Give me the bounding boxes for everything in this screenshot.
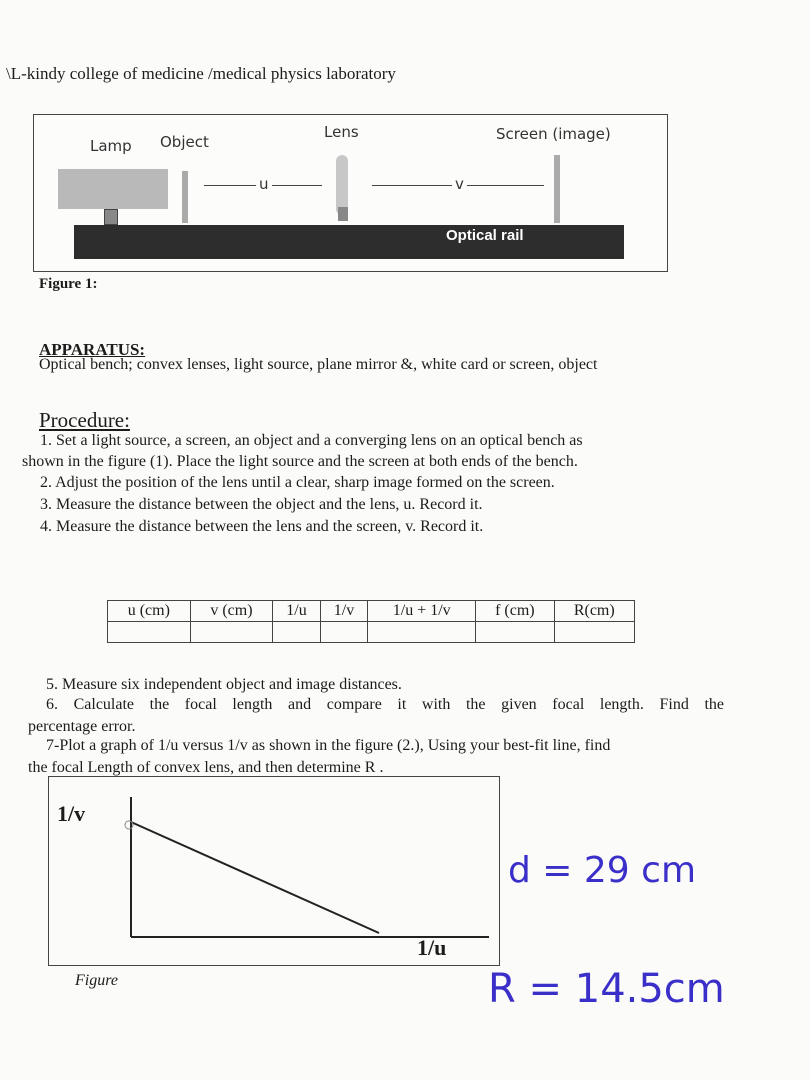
procedure-step: percentage error. [28,718,136,735]
procedure-step: 6. Calculate the focal length and compare it with the given focal length. Find the [46,696,724,713]
procedure-step: the focal Length of convex lens, and then determine R . [28,759,384,776]
procedure-step: shown in the figure (1). Place the light source and the screen at both ends of the bench. [22,453,578,470]
page-header: \L-kindy college of medicine /medical physics laboratory [6,64,396,83]
x-axis-label: 1/u [417,935,447,960]
lens-shape [336,155,348,215]
screen-label: Screen (image) [496,125,611,143]
lens-stand [338,207,348,221]
procedure-step: 5. Measure six independent object and image distances. [46,676,402,693]
lamp-label: Lamp [90,137,132,155]
v-label: v [452,175,467,193]
table-cell [108,622,191,643]
procedure-step: 1. Set a light source, a screen, an object and a converging lens on an optical bench as [40,432,583,449]
table-cell [554,622,634,643]
procedure-step: 3. Measure the distance between the object and the lens, u. Record it. [40,496,483,513]
procedure-title: Procedure: [39,408,130,432]
table-header-cell: 1/u + 1/v [368,601,476,622]
table-header-cell: v (cm) [190,601,273,622]
table-cell [320,622,368,643]
table-cell [368,622,476,643]
procedure-step: 4. Measure the distance between the lens and the screen, v. Record it. [40,518,484,535]
optical-rail-label: Optical rail [446,227,524,244]
apparatus-text: Optical bench; convex lenses, light source, plane mirror &, white card or screen, object [39,356,598,373]
best-fit-line [131,822,379,933]
table-cell [190,622,273,643]
lamp-stand [104,209,118,225]
u-label: u [256,175,272,193]
table-cell [273,622,321,643]
table-header-row [108,601,635,622]
figure-2-caption: Figure [75,972,118,989]
table-header-cell: u (cm) [108,601,191,622]
procedure-step: 2. Adjust the position of the lens until a clear, sharp image formed on the screen. [40,474,555,491]
table-header-cell: 1/u [273,601,321,622]
table-header-cell: 1/v [320,601,368,622]
handwritten-note: R = 14.5cm [488,966,725,1012]
figure-1-optical-bench [33,114,668,272]
lamp-shape [58,169,168,209]
optical-rail [74,225,624,259]
object-label: Object [160,133,209,151]
figure-2-graph [48,776,500,966]
handwritten-note: d = 29 cm [508,850,697,891]
table-header-cell: f (cm) [476,601,554,622]
screen-shape [554,155,560,223]
figure-1-caption: Figure 1: [39,276,98,292]
lens-label: Lens [324,123,359,141]
procedure-step: 7-Plot a graph of 1/u versus 1/v as shown in the figure (2.), Using your best-fit line, find [46,737,611,754]
table-row [108,622,635,643]
data-table [107,600,635,643]
table-cell [476,622,554,643]
y-axis-label: 1/v [57,801,86,826]
table-header-cell: R(cm) [554,601,634,622]
apparatus-title: APPARATUS: [39,340,146,359]
object-shape [182,171,188,223]
